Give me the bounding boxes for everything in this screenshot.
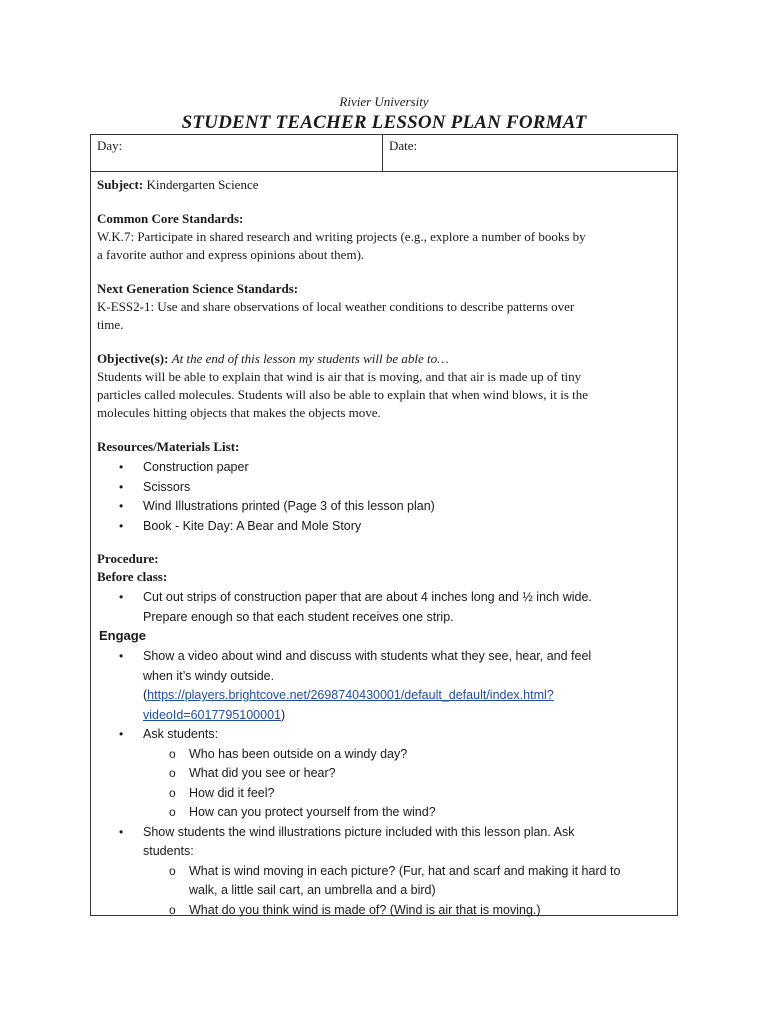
lesson-plan-table <box>90 134 678 916</box>
subject-line <box>97 176 671 194</box>
list-item: o How can you protect yourself from the wind? <box>143 803 665 823</box>
bullet-icon: • <box>119 460 124 474</box>
questions-list <box>143 745 665 823</box>
ngss-text-1: K-ESS2-1: Use and share observations of local weather conditions to describe patterns over <box>97 299 575 314</box>
bullet-icon: • <box>119 727 124 741</box>
bullet-icon: • <box>119 590 124 604</box>
objectives-line <box>97 350 671 368</box>
circle-bullet-icon: o <box>169 902 176 917</box>
subject-value: Kindergarten Science <box>146 177 259 192</box>
objectives-text-2: particles called molecules. Students will also be able to explain that when wind blows, it is the <box>97 387 589 402</box>
circle-bullet-icon: o <box>169 785 176 800</box>
common-core-heading: Common Core Standards: <box>97 211 244 226</box>
date-cell <box>383 135 677 171</box>
list-item: • Show students the wind illustrations picture included with this lesson plan. Ask students: o What is wind moving in each picture? (Fur, hat and scarf and making it hard to walk, a little sail cart, an umbrella and a bird) o What do you think wind is made of? (Wind is air that is moving.) <box>97 823 671 921</box>
list-item: • Show a video about wind and discuss with students what they see, hear, and feel when it’s windy outside. (https://players.brightcove.net/2698740430001/default_default/index.html? videoId=6017795100001) <box>119 649 592 722</box>
ngss-heading: Next Generation Science Standards: <box>97 281 299 296</box>
resources-heading: Resources/Materials List: <box>97 439 240 454</box>
document-title: STUDENT TEACHER LESSON PLAN FORMAT <box>181 112 587 133</box>
before-class-heading: Before class: <box>97 569 168 584</box>
list-item: o What do you think wind is made of? (Wind is air that is moving.) <box>143 901 665 921</box>
list-item: o How did it feel? <box>143 784 665 804</box>
list-item: • Construction paper <box>97 458 671 478</box>
objectives-label: Objective(s): <box>97 351 169 366</box>
list-item: • Scissors <box>97 478 671 498</box>
day-label: Day: <box>97 138 123 153</box>
circle-bullet-icon: o <box>169 863 176 878</box>
day-date-row <box>91 135 677 172</box>
list-item: o What did you see or hear? <box>143 764 665 784</box>
list-item: • Ask students: o Who has been outside on a windy day? o What did you see or hear? o How did it feel? o How can you protect yourself from the wind? <box>97 725 671 823</box>
day-cell <box>91 135 383 171</box>
bullet-icon: • <box>119 824 124 839</box>
circle-bullet-icon: o <box>169 766 176 780</box>
video-link[interactable]: https://players.brightcove.net/2698740430001/default_default/index.html? videoId=6017795100001 <box>143 688 554 722</box>
common-core-text-2: a favorite author and express opinions about them). <box>97 247 365 262</box>
list-item: • Wind Illustrations printed (Page 3 of this lesson plan) <box>97 497 671 517</box>
bullet-icon: • <box>119 649 124 663</box>
objectives-text-1: Students will be able to explain that wind is air that is moving, and that air is made up of tiny <box>97 369 582 384</box>
ngss-text-2: time. <box>97 317 124 332</box>
bullet-icon: • <box>119 518 124 533</box>
objectives-intro: At the end of this lesson my students will be able to… <box>171 351 449 366</box>
engage-list <box>97 647 671 920</box>
bullet-icon: • <box>119 479 124 494</box>
date-label: Date: <box>389 138 418 153</box>
subject-label: Subject: <box>97 177 144 192</box>
engage-heading: Engage <box>99 628 146 643</box>
university-name: Rivier University <box>339 94 429 109</box>
lesson-content <box>91 172 677 920</box>
list-item: o Who has been outside on a windy day? <box>143 745 665 765</box>
illustration-questions-list <box>143 862 665 921</box>
procedure-heading: Procedure: <box>97 551 159 566</box>
circle-bullet-icon: o <box>169 746 176 761</box>
list-item: • Book - Kite Day: A Bear and Mole Story <box>97 517 671 537</box>
objectives-text-3: molecules hitting objects that makes the objects move. <box>97 405 381 420</box>
bullet-icon: • <box>119 499 124 513</box>
resources-list <box>97 458 671 536</box>
list-item: • Cut out strips of construction paper that are about 4 inches long and ½ inch wide. Prepare enough so that each student receives one strip. <box>119 590 592 624</box>
list-item: o What is wind moving in each picture? (Fur, hat and scarf and making it hard to walk, a little sail cart, an umbrella and a bird) <box>169 863 621 897</box>
before-class-list <box>97 588 671 627</box>
common-core-text-1: W.K.7: Participate in shared research and writing projects (e.g., explore a number of books by <box>97 229 586 244</box>
circle-bullet-icon: o <box>169 805 176 819</box>
